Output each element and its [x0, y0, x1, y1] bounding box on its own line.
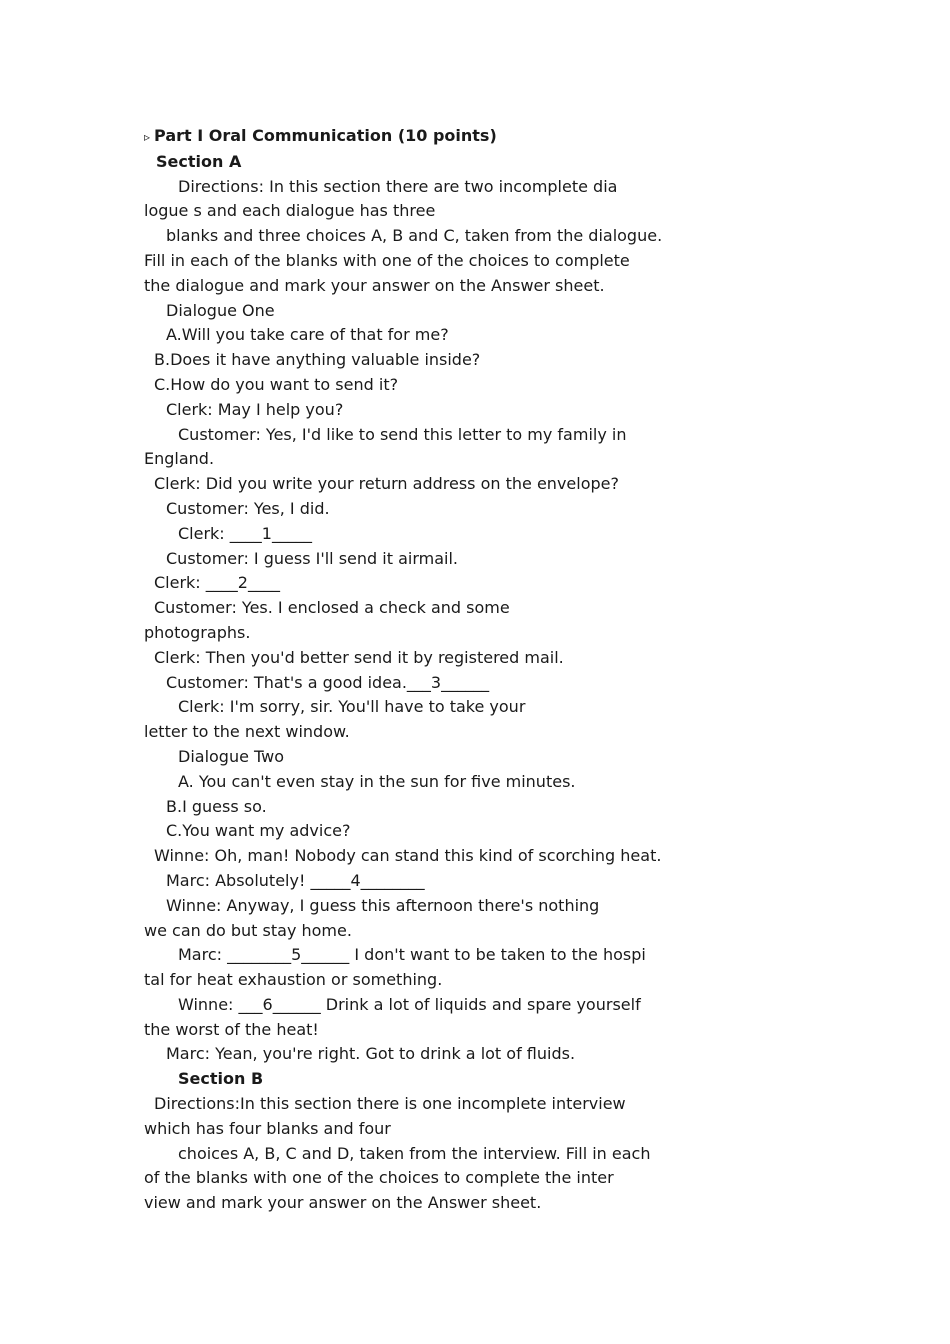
choice-item: B.Does it have anything valuable inside? — [154, 350, 481, 370]
dialogue-line: Clerk: Did you write your return address on the envelope? — [154, 474, 619, 494]
dialogue-line: photographs. — [144, 622, 251, 642]
dialogue-line: Winne: Oh, man! Nobody can stand this kind of scorching heat. — [154, 846, 662, 866]
dialogue-line: Winne: Anyway, I guess this afternoon there's nothing — [166, 895, 600, 915]
directions-a-line: the dialogue and mark your answer on the Answer sheet. — [144, 275, 605, 295]
choice-item: C.You want my advice? — [166, 821, 351, 841]
section-b-heading: Section B — [178, 1069, 264, 1089]
section-a-heading: Section A — [156, 151, 242, 171]
dialogue-line: Clerk: Then you'd better send it by registered mail. — [154, 647, 564, 667]
directions-a-line: Directions: In this section there are two incomplete dia — [178, 176, 618, 196]
directions-b-line: of the blanks with one of the choices to complete the inter — [144, 1168, 614, 1188]
choice-item: A. You can't even stay in the sun for five minutes. — [178, 771, 576, 791]
directions-a-line: blanks and three choices A, B and C, taken from the dialogue. — [166, 226, 663, 246]
dialogue-line: Winne: ___6______ Drink a lot of liquids and spare yourself — [178, 994, 641, 1014]
dialogue-line: Customer: Yes, I'd like to send this letter to my family in — [178, 424, 627, 444]
directions-a-line: Fill in each of the blanks with one of the choices to complete — [144, 250, 630, 270]
dialogue-line: Clerk: I'm sorry, sir. You'll have to take your — [178, 697, 526, 717]
dialogue-line: Marc: Yean, you're right. Got to drink a lot of fluids. — [166, 1044, 576, 1064]
bullet-glyph-icon: ▹ — [144, 130, 151, 144]
dialogue-line: Clerk: ____1_____ — [178, 523, 312, 543]
choice-item: C.How do you want to send it? — [154, 374, 399, 394]
dialogue-line: tal for heat exhaustion or something. — [144, 970, 443, 990]
dialogue-one-heading: Dialogue One — [166, 300, 275, 320]
document-page — [144, 124, 804, 1216]
dialogue-line: we can do but stay home. — [144, 920, 352, 940]
dialogue-line: Customer: I guess I'll send it airmail. — [166, 548, 458, 568]
choice-item: B.I guess so. — [166, 796, 267, 816]
dialogue-line: letter to the next window. — [144, 722, 350, 742]
dialogue-line: Marc: Absolutely! _____4________ — [166, 870, 425, 890]
part-title: ▹ Part I Oral Communication (10 points) — [144, 126, 497, 145]
dialogue-line: England. — [144, 449, 215, 469]
directions-b-line: which has four blanks and four — [144, 1118, 391, 1138]
dialogue-line: the worst of the heat! — [144, 1019, 319, 1039]
directions-b-line: Directions:In this section there is one incomplete interview — [154, 1094, 626, 1114]
dialogue-line: Customer: That's a good idea.___3______ — [166, 672, 490, 692]
directions-b-line: view and mark your answer on the Answer sheet. — [144, 1193, 542, 1213]
dialogue-line: Marc: ________5______ I don't want to be taken to the hospi — [178, 945, 646, 965]
choice-item: A.Will you take care of that for me? — [166, 325, 449, 345]
dialogue-line: Clerk: ____2____ — [154, 573, 280, 593]
dialogue-line: Clerk: May I help you? — [166, 399, 344, 419]
dialogue-two-heading: Dialogue Two — [178, 746, 285, 766]
directions-a-line: logue s and each dialogue has three — [144, 201, 436, 221]
directions-b-line: choices A, B, C and D, taken from the interview. Fill in each — [178, 1143, 651, 1163]
dialogue-line: Customer: Yes. I enclosed a check and some — [154, 598, 510, 618]
dialogue-line: Customer: Yes, I did. — [166, 498, 330, 518]
